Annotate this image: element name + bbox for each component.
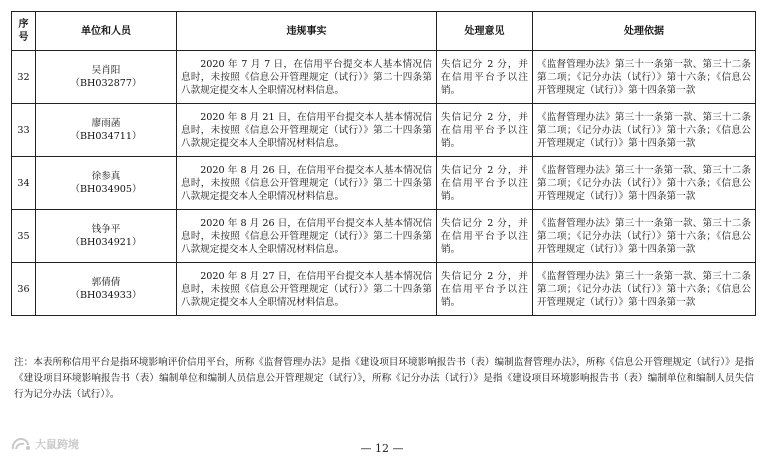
person-cell bbox=[36, 210, 177, 263]
page-number: — 12 — bbox=[360, 442, 404, 455]
person-cell bbox=[36, 51, 177, 104]
handling-basis: 《监督管理办法》第三十一条第一款、第三十二条第二项；《记分办法（试行）》第十六条；《信息公开管理规定（试行）》第十四条第一款 bbox=[533, 104, 756, 157]
table-row bbox=[12, 210, 756, 263]
table-row bbox=[12, 104, 756, 157]
handling-opinion: 失信记分 2 分，并在信用平台予以注销。 bbox=[437, 210, 533, 263]
watermark-text: 大鼠跨境 bbox=[35, 438, 79, 451]
handling-opinion: 失信记分 2 分，并在信用平台予以注销。 bbox=[437, 263, 533, 316]
header-handling-opinion: 处理意见 bbox=[437, 12, 533, 51]
person-name: 钱争平 bbox=[91, 224, 121, 235]
penalty-table bbox=[11, 11, 756, 316]
person-code: （BH034905） bbox=[70, 184, 142, 195]
row-number: 35 bbox=[12, 210, 36, 263]
handling-opinion: 失信记分 2 分，并在信用平台予以注销。 bbox=[437, 104, 533, 157]
person-name: 徐参真 bbox=[91, 171, 121, 182]
header-unit-and-person: 单位和人员 bbox=[36, 12, 177, 51]
row-number: 33 bbox=[12, 104, 36, 157]
person-code: （BH034933） bbox=[70, 290, 142, 301]
violation-facts: 2020 年 8 月 26 日，在信用平台提交本人基本情况信息时，未按照《信息公开管理规定（试行）》第二十四条第八款规定提交本人全职情况材料信息。 bbox=[177, 157, 437, 210]
table-row bbox=[12, 157, 756, 210]
person-name: 郭倩倩 bbox=[91, 277, 121, 288]
table-row bbox=[12, 51, 756, 104]
person-name: 廖雨菡 bbox=[91, 118, 121, 129]
person-name: 吴肖阳 bbox=[91, 65, 121, 76]
handling-basis: 《监督管理办法》第三十一条第一款、第三十二条第二项；《记分办法（试行）》第十六条；《信息公开管理规定（试行）》第十四条第一款 bbox=[533, 51, 756, 104]
header-handling-basis: 处理依据 bbox=[533, 12, 756, 51]
table-row bbox=[12, 263, 756, 316]
person-cell bbox=[36, 263, 177, 316]
violation-facts: 2020 年 7 月 7 日，在信用平台提交本人基本情况信息时，未按照《信息公开管理规定（试行）》第二十四条第八款规定提交本人全职情况材料信息。 bbox=[177, 51, 437, 104]
handling-basis: 《监督管理办法》第三十一条第一款、第三十二条第二项；《记分办法（试行）》第十六条；《信息公开管理规定（试行）》第十四条第一款 bbox=[533, 263, 756, 316]
handling-opinion: 失信记分 2 分，并在信用平台予以注销。 bbox=[437, 51, 533, 104]
person-code: （BH034711） bbox=[70, 131, 142, 142]
row-number: 34 bbox=[12, 157, 36, 210]
row-number: 32 bbox=[12, 51, 36, 104]
person-cell bbox=[36, 104, 177, 157]
handling-basis: 《监督管理办法》第三十一条第一款、第三十二条第二项；《记分办法（试行）》第十六条；《信息公开管理规定（试行）》第十四条第一款 bbox=[533, 210, 756, 263]
table-footnote: 注：本表所称信用平台是指环境影响评价信用平台，所称《监督管理办法》是指《建设项目环境影响报告书（表）编制监督管理办法》，所称《信息公开管理规定（试行）》是指《建设项目环境影响报告书（表）编制单位和编制人员信息公开管理规定（试行）》，所称《记分办法（试行）》是指《建设项目环境影响报告书（表）编制单位和编制人员失信行为记分办法（试行）》。 bbox=[14, 357, 754, 400]
table-header-row bbox=[12, 12, 756, 51]
violation-facts: 2020 年 8 月 27 日，在信用平台提交本人基本情况信息时，未按照《信息公开管理规定（试行）》第二十四条第八款规定提交本人全职情况材料信息。 bbox=[177, 263, 437, 316]
row-number: 36 bbox=[12, 263, 36, 316]
header-serial-number: 序号 bbox=[12, 12, 36, 51]
handling-basis: 《监督管理办法》第三十一条第一款、第三十二条第二项；《记分办法（试行）》第十六条；《信息公开管理规定（试行）》第十四条第一款 bbox=[533, 157, 756, 210]
person-code: （BH034921） bbox=[70, 237, 142, 248]
person-code: （BH032877） bbox=[70, 78, 142, 89]
violation-facts: 2020 年 8 月 26 日，在信用平台提交本人基本情况信息时，未按照《信息公开管理规定（试行）》第二十四条第八款规定提交本人全职情况材料信息。 bbox=[177, 210, 437, 263]
handling-opinion: 失信记分 2 分，并在信用平台予以注销。 bbox=[437, 157, 533, 210]
person-cell bbox=[36, 157, 177, 210]
header-violation-facts: 违规事实 bbox=[177, 12, 437, 51]
violation-facts: 2020 年 8 月 21 日，在信用平台提交本人基本情况信息时，未按照《信息公开管理规定（试行）》第二十四条第八款规定提交本人全职情况材料信息。 bbox=[177, 104, 437, 157]
